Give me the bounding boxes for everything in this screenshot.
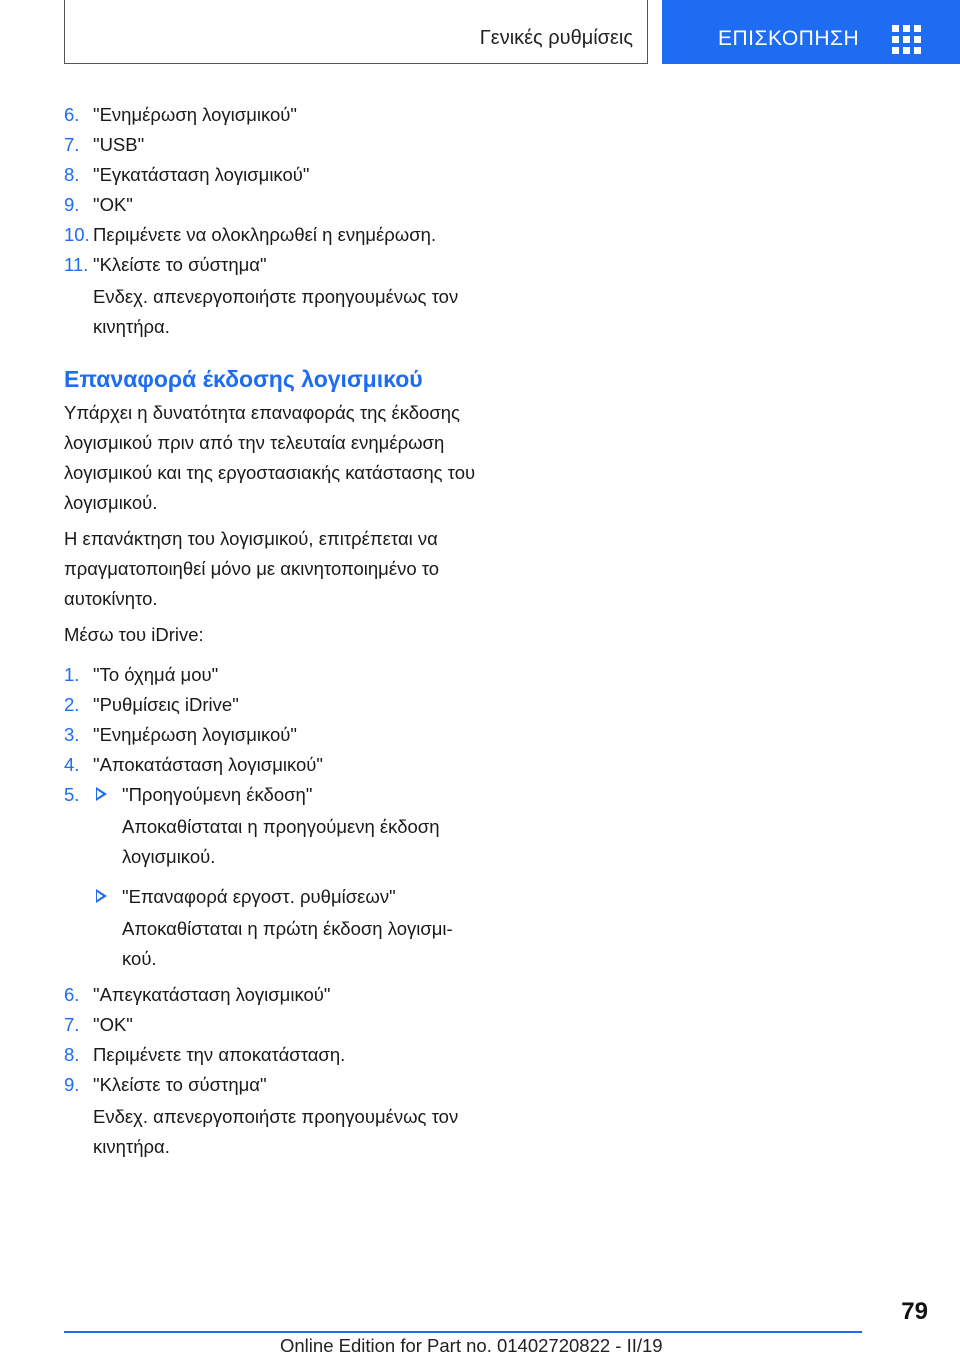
step-note: Ενδεχ. απενεργοποιήστε προηγουμένως τον κινητήρα. [93,1106,459,1157]
paragraph: Μέσω του iDrive: [64,624,204,645]
list-item: 10. Περιμένετε να ολοκληρωθεί η ενημέρωση. [64,224,437,245]
list-item: 2. "Ρυθμίσεις iDrive" [64,694,239,715]
grid-icon [892,25,922,55]
option-description: Αποκαθίσταται η προηγούμενη έκδοση λογισμικού. [122,816,440,867]
triangle-bullet-icon [96,787,107,801]
steps-list-a [64,100,484,342]
paragraph: Υπάρχει η δυνατότητα επαναφοράς της έκδοσης λογισμικού πριν από την τελευταία ενημέρωση λογισμικού και της εργοστασιακής κατάστασης του λογισμικού. [64,402,476,513]
list-item: 1. "Το όχημά μου" [64,664,219,685]
page-number: 79 [901,1298,928,1325]
section-heading: Επαναφορά έκδοσης λογισμικού [64,366,423,392]
option-item: "Προηγούμενη έκδοση" [64,780,484,810]
section-title: Γενικές ρυθμίσεις [479,27,633,49]
steps-list-b: 1. "Το όχημά μου" 2. "Ρυθμίσεις iDrive" 3. "Ενημέρωση λογισμικού" 4. "Αποκατάσταση λογισμικού" 5. "Προηγούμενη έκδοση" Αποκαθίσταται η προηγούμενη έκδοση λογισμικού. "Επαναφορά εργοστ. ρυθμίσεων" Αποκαθίσταται η πρώτη έκδοση λογισμι-κού. [64,660,484,974]
option-description: Αποκαθίσταται η πρώτη έκδοση λογισμι-κού. [122,918,453,969]
page-content [64,100,484,1162]
list-item: 6. "Απεγκατάσταση λογισμικού" [64,984,331,1005]
footer-divider [64,1331,862,1333]
list-item: 7. "OK" [64,1014,133,1035]
list-item: 6. "Ενημέρωση λογισμικού" [64,104,297,125]
page-header [0,0,960,66]
list-item: 8. "Εγκατάσταση λογισμικού" [64,164,310,185]
overview-tab[interactable] [662,0,960,64]
option-item: "Επαναφορά εργοστ. ρυθμίσεων" [64,882,484,912]
paragraph: Η επανάκτηση του λογισμικού, επιτρέπεται να πραγματοποιηθεί μόνο με ακινητοποιημένο το αυτοκίνητο. [64,528,440,609]
list-item: 9. "OK" [64,194,133,215]
list-item: 8. Περιμένετε την αποκατάσταση. [64,1044,346,1065]
section-tab[interactable] [64,0,648,64]
steps-list-c [64,980,484,1162]
overview-label: ΕΠΙΣΚΟΠΗΣΗ [718,27,860,50]
step-note: Ενδεχ. απενεργοποιήστε προηγουμένως τον κινητήρα. [93,286,459,337]
list-item: 3. "Ενημέρωση λογισμικού" [64,724,297,745]
list-item: 7. "USB" [64,134,145,155]
edition-footer: Online Edition for Part no. 01402720822 - II/19 [280,1335,663,1356]
list-item: 9. "Κλείστε το σύστημα" [64,1074,267,1095]
list-item: 4. "Αποκατάσταση λογισμικού" [64,754,323,775]
triangle-bullet-icon [96,889,107,903]
list-item: 11. "Κλείστε το σύστημα" [64,254,267,275]
